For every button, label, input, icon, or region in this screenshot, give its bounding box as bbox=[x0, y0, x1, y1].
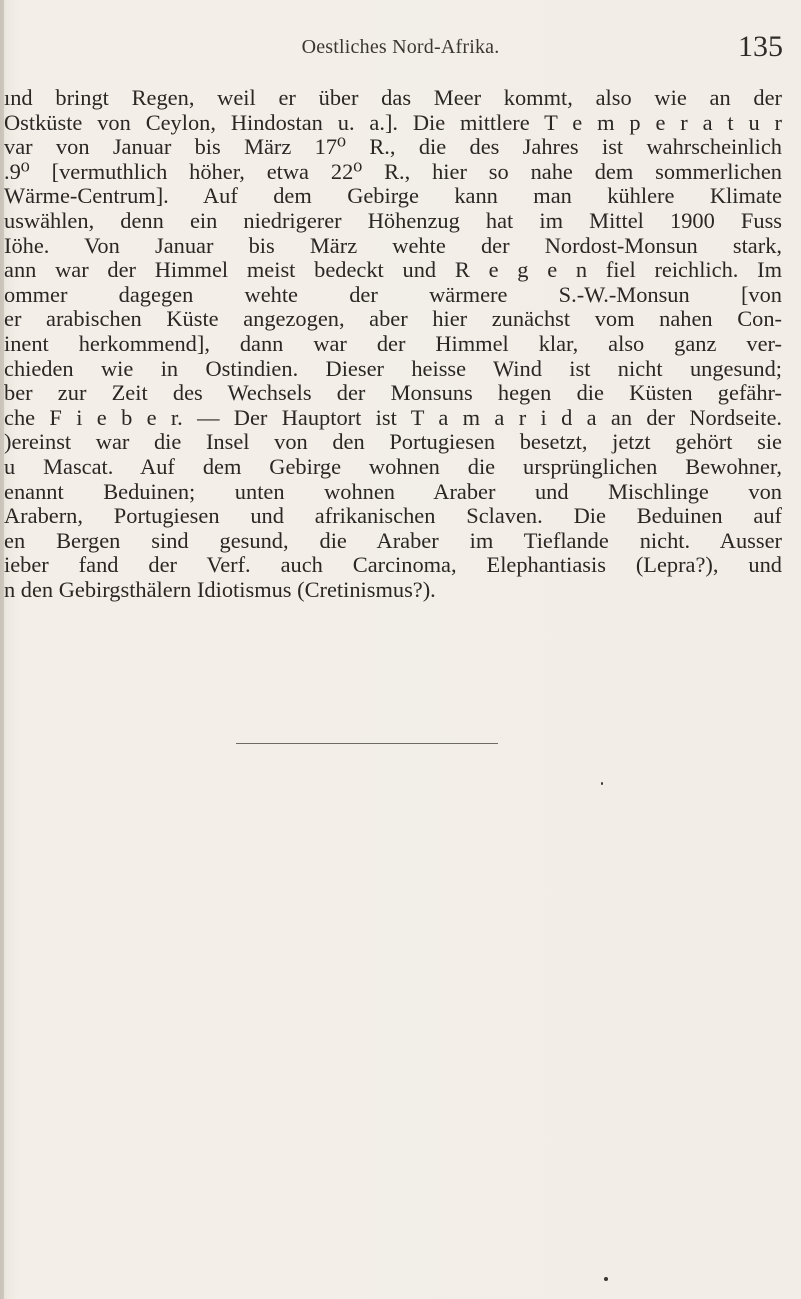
text-line: .9⁰ [vermuthlich höher, etwa 22⁰ R., hier so nahe dem sommerlichen bbox=[4, 159, 782, 184]
text-line: che F i e b e r. — Der Hauptort ist T a m a r i d a an der Nordseite. bbox=[4, 405, 782, 430]
text-line: inent herkommend], dann war der Himmel klar, also ganz ver- bbox=[4, 331, 782, 356]
page-number: 135 bbox=[738, 30, 783, 63]
footnote-rule bbox=[236, 743, 498, 744]
text-line: Ostküste von Ceylon, Hindostan u. a.]. Die mittlere T e m p e r a t u r bbox=[4, 110, 782, 135]
text-line: Wärme-Centrum]. Auf dem Gebirge kann man kühlere Klimate bbox=[4, 184, 782, 209]
text-line: ieber fand der Verf. auch Carcinoma, Elephantiasis (Lepra?), und bbox=[4, 553, 782, 578]
text-line-last: n den Gebirgsthälern Idiotismus (Cretinismus?). bbox=[4, 577, 436, 602]
body-text bbox=[4, 86, 782, 602]
text-line: chieden wie in Ostindien. Dieser heisse Wind ist nicht ungesund; bbox=[4, 356, 782, 381]
running-title: Oestliches Nord-Afrika. bbox=[301, 36, 500, 58]
ink-spot-mark bbox=[604, 1277, 608, 1281]
text-line: u Mascat. Auf dem Gebirge wohnen die ursprünglichen Bewohner, bbox=[4, 454, 782, 479]
text-line: )ereinst war die Insel von den Portugiesen besetzt, jetzt gehört sie bbox=[4, 430, 782, 455]
text-line: ann war der Himmel meist bedeckt und R e g e n fiel reichlich. Im bbox=[4, 258, 782, 283]
text-line: enannt Beduinen; unten wohnen Araber und Mischlinge von bbox=[4, 479, 782, 504]
text-line: ber zur Zeit des Wechsels der Monsuns hegen die Küsten gefähr- bbox=[4, 381, 782, 406]
text-line: ommer dagegen wehte der wärmere S.-W.-Monsun [von bbox=[4, 282, 782, 307]
page-header bbox=[0, 30, 801, 70]
text-line: uswählen, denn ein niedrigerer Höhenzug hat im Mittel 1900 Fuss bbox=[4, 208, 782, 233]
text-line: en Bergen sind gesund, die Araber im Tieflande nicht. Ausser bbox=[4, 528, 782, 553]
text-line: ınd bringt Regen, weil er über das Meer kommt, also wie an der bbox=[4, 86, 782, 110]
speck-mark bbox=[601, 782, 603, 785]
text-line: Iöhe. Von Januar bis März wehte der Nordost-Monsun stark, bbox=[4, 233, 782, 258]
text-line: Arabern, Portugiesen und afrikanischen Sclaven. Die Beduinen auf bbox=[4, 504, 782, 529]
text-line: var von Januar bis März 17⁰ R., die des Jahres ist wahrscheinlich bbox=[4, 135, 782, 160]
text-line: er arabischen Küste angezogen, aber hier zunächst vom nahen Con- bbox=[4, 307, 782, 332]
